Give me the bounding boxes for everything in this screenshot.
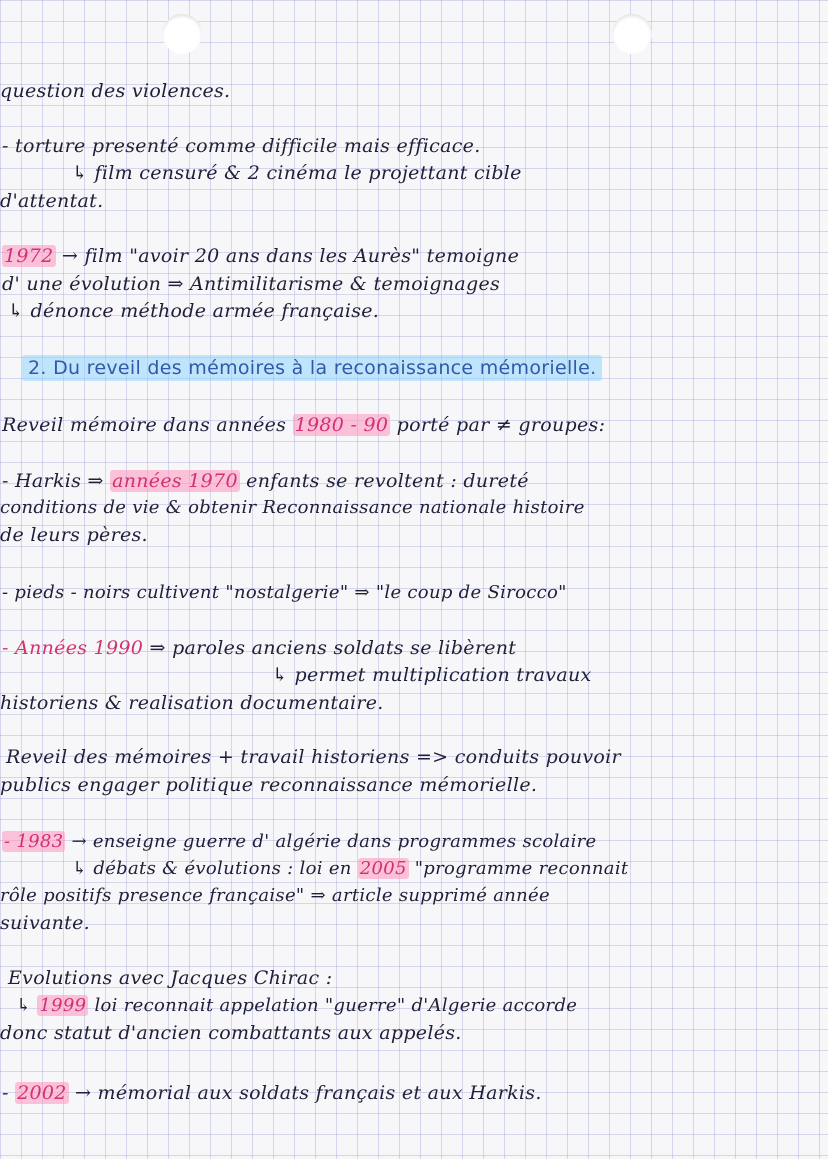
note-line: donc statut d'ancien combattants aux appelés. <box>0 1022 462 1044</box>
note-line: - pieds - noirs cultivent "nostalgerie" ⇒ "le coup de Sirocco" <box>2 582 567 603</box>
section-title: 2. Du reveil des mémoires à la reconaissance mémorielle. <box>22 357 602 379</box>
date-highlight: 1980 - 90 <box>294 414 389 436</box>
note-line: d'attentat. <box>0 190 104 212</box>
note-line: ↳ permet multiplication travaux <box>272 664 592 686</box>
note-line: de leurs pères. <box>0 524 148 546</box>
note-line: Reveil des mémoires + travail historiens => conduits pouvoir <box>6 746 621 768</box>
note-line: - Harkis ⇒ années 1970 enfants se revoltent : dureté <box>2 470 529 492</box>
binder-hole-right <box>612 14 652 54</box>
note-line: Reveil mémoire dans années 1980 - 90 porté par ≠ groupes: <box>2 414 606 436</box>
note-line: historiens & realisation documentaire. <box>0 692 384 714</box>
note-line: rôle positifs presence française" ⇒ article supprimé année <box>0 885 550 906</box>
note-line: ↳ débats & évolutions : loi en 2005 "programme reconnait <box>72 858 629 879</box>
note-line: - torture presenté comme difficile mais efficace. <box>2 135 481 157</box>
date-highlight: 1972 <box>4 245 54 267</box>
note-line: Evolutions avec Jacques Chirac : <box>8 967 333 989</box>
date-highlight: 2005 <box>359 858 407 879</box>
note-line: ↳ dénonce méthode armée française. <box>8 300 380 322</box>
note-line: suivante. <box>0 912 90 934</box>
date-highlight: années 1970 <box>112 470 238 492</box>
note-line: publics engager politique reconnaissance mémorielle. <box>0 774 538 796</box>
note-line: - 2002 → mémorial aux soldats français et aux Harkis. <box>2 1082 542 1104</box>
binder-hole-left <box>162 14 202 54</box>
note-line: ↳ film censuré & 2 cinéma le projettant cible <box>72 162 522 184</box>
note-line: - 1983 → enseigne guerre d' algérie dans programmes scolaire <box>4 831 597 852</box>
note-line: question des violences. <box>0 80 231 102</box>
date-highlight: - 1983 <box>4 831 64 852</box>
note-line: - Années 1990 ⇒ paroles anciens soldats se libèrent <box>2 637 517 659</box>
note-line: conditions de vie & obtenir Reconnaissance nationale histoire <box>0 497 585 518</box>
note-line: ↳ 1999 loi reconnait appelation "guerre" d'Algerie accorde <box>16 995 578 1016</box>
note-line: d' une évolution ⇒ Antimilitarisme & temoignages <box>2 273 501 295</box>
date-highlight: 1999 <box>39 995 87 1016</box>
date-highlight: 2002 <box>17 1082 67 1104</box>
date-highlight: - Années 1990 <box>2 637 144 659</box>
note-line: 1972 → film "avoir 20 ans dans les Aurès" temoigne <box>4 245 520 267</box>
